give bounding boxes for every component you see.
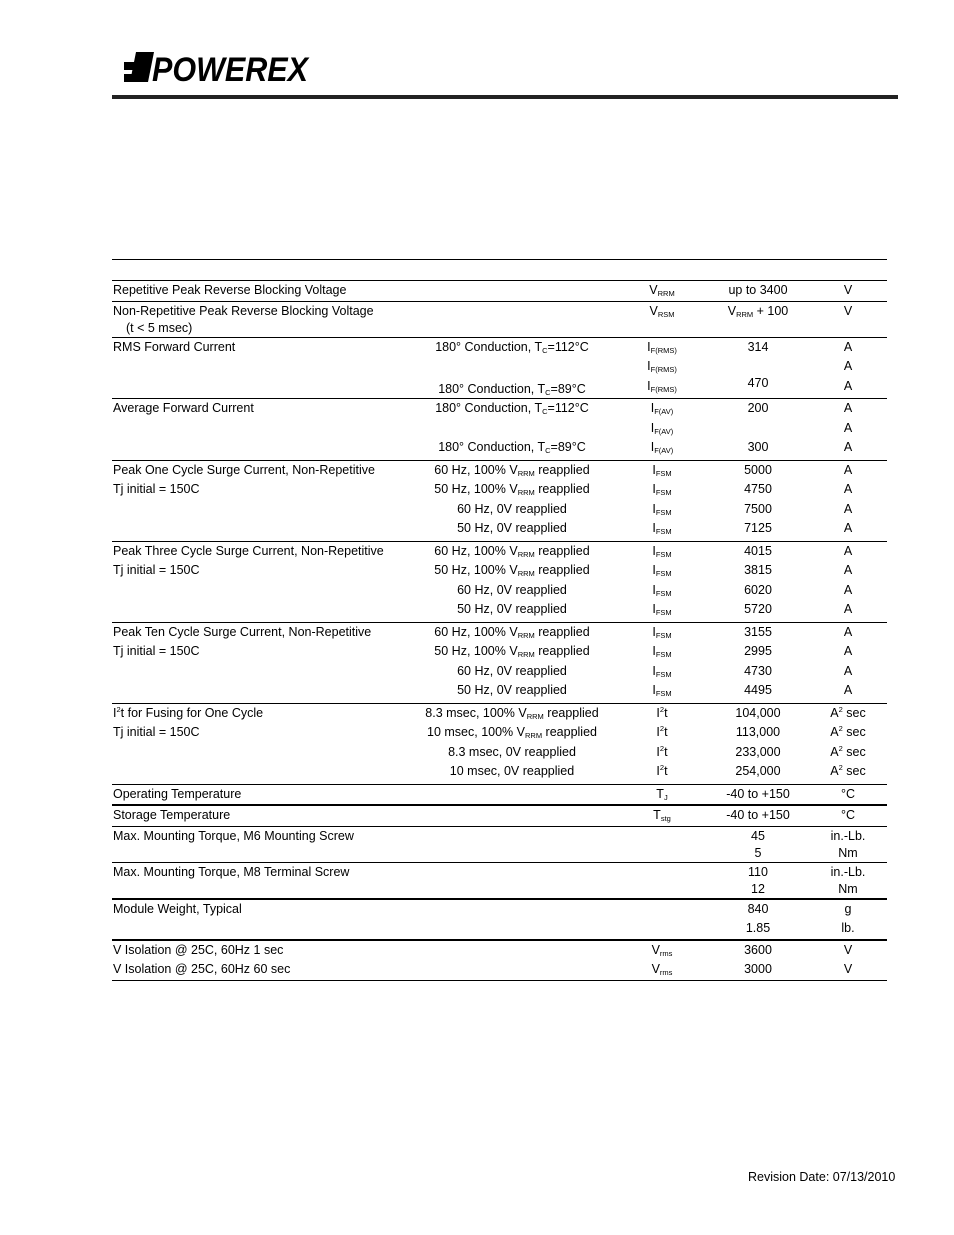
- unit: in.-Lb.: [830, 828, 866, 843]
- unit: $A^2$ sec: [830, 704, 866, 720]
- value: 200: [747, 401, 769, 415]
- unit: Nm: [838, 846, 858, 860]
- row-group-rms: [112, 338, 887, 400]
- unit: in.-Lb.: [830, 864, 866, 879]
- param-label: Average Forward Current: [113, 401, 254, 415]
- value: 4730: [744, 663, 772, 678]
- row-group-storage-temperature: [112, 806, 887, 827]
- symbol: $T_J$: [656, 786, 668, 802]
- table-row: [112, 919, 887, 939]
- condition: 50 Hz, 100% $V_{RRM}$ reapplied: [434, 482, 590, 497]
- value: 470: [747, 375, 769, 390]
- param-label: Peak Ten Cycle Surge Current, Non-Repetitive: [113, 624, 372, 639]
- value: -40 to +150: [726, 808, 790, 822]
- unit: V: [843, 303, 853, 318]
- table-row: [112, 863, 887, 883]
- value: 300: [747, 440, 769, 454]
- table-row: [112, 882, 887, 898]
- value: $V_{RRM} + 100$: [727, 303, 789, 319]
- unit: A: [843, 683, 853, 697]
- condition: 180° Conduction, $T_C=112^\circ C$: [435, 401, 589, 416]
- unit: °C: [840, 808, 856, 822]
- condition: 50 Hz, 0V reapplied: [457, 683, 567, 697]
- param-label: Peak Three Cycle Surge Current, Non-Repetitive: [113, 543, 384, 558]
- table-row: [112, 399, 887, 419]
- value: 1.85: [745, 921, 771, 935]
- param-label: $I^2t$ for Fusing for One Cycle: [113, 704, 264, 720]
- unit: A: [843, 339, 853, 354]
- symbol: $I_{FSM}$: [652, 543, 672, 559]
- condition: 8.3 msec, 0V reapplied: [448, 744, 576, 759]
- row-group-average: [112, 399, 887, 461]
- table-row: [112, 302, 887, 322]
- value: 233,000: [735, 744, 781, 759]
- value: 110: [748, 864, 768, 879]
- condition: 50 Hz, 0V reapplied: [457, 602, 567, 616]
- value: 4750: [744, 482, 772, 496]
- symbol: $I^2t$: [656, 704, 668, 720]
- symbol: $I^2t$: [656, 763, 668, 778]
- param-label: Storage Temperature: [113, 808, 231, 822]
- condition: 60 Hz, 0V reapplied: [457, 582, 567, 597]
- table-row: [112, 762, 887, 782]
- symbol: $I_{FSM}$: [652, 462, 672, 478]
- table-row: [112, 806, 887, 826]
- table-row: [112, 338, 887, 358]
- param-note: (t < 5 msec): [126, 321, 193, 335]
- value: 840: [747, 901, 769, 916]
- unit: V: [843, 962, 853, 976]
- value: up to 3400: [728, 283, 788, 297]
- symbol: $I^2t$: [656, 724, 668, 739]
- powerex-logo: [124, 50, 310, 84]
- value: 254,000: [735, 764, 781, 778]
- symbol: $I_{F(AV)}$: [650, 440, 674, 455]
- row-group-vrrm: [112, 280, 887, 302]
- unit: Nm: [838, 882, 858, 896]
- condition: 60 Hz, 0V reapplied: [457, 663, 567, 678]
- param-label: Non-Repetitive Peak Reverse Blocking Voltage: [113, 303, 374, 318]
- table-row: [112, 623, 887, 643]
- condition: 180° Conduction, $T_C=112^\circ C$: [435, 339, 589, 355]
- ratings-table: [112, 280, 887, 981]
- param-label: RMS Forward Current: [113, 339, 236, 354]
- condition: 60 Hz, 100% $V_{RRM}$ reapplied: [434, 624, 590, 640]
- table-row: [112, 827, 887, 847]
- param-label: Peak One Cycle Surge Current, Non-Repetitive: [113, 462, 375, 477]
- symbol: $I_{F(RMS)}$: [647, 359, 677, 374]
- unit: lb.: [841, 921, 855, 935]
- param-label: Max. Mounting Torque, M8 Terminal Screw: [113, 864, 350, 879]
- value: 6020: [744, 582, 772, 597]
- param-note: Tj initial = 150C: [113, 725, 200, 739]
- logo-text: POWEREX: [152, 51, 310, 84]
- unit: °C: [840, 786, 856, 801]
- param-note: Tj initial = 150C: [113, 644, 200, 658]
- symbol: $I_{FSM}$: [652, 602, 672, 617]
- row-group-surge-three-cycle: [112, 542, 887, 623]
- param-label: Operating Temperature: [113, 786, 242, 801]
- unit: A: [843, 482, 853, 496]
- value: 3155: [744, 624, 772, 639]
- condition: 10 msec, 100% $V_{RRM}$ reapplied: [427, 725, 597, 740]
- condition: 180° Conduction, $T_C=89^\circ C$: [438, 381, 586, 397]
- table-row: [112, 461, 887, 481]
- table-row: [112, 704, 887, 724]
- unit: A: [843, 521, 853, 535]
- table-row: [112, 561, 887, 581]
- symbol: $I_{F(RMS)}$: [647, 378, 677, 394]
- table-row: [112, 581, 887, 601]
- param-label: Repetitive Peak Reverse Blocking Voltage: [113, 283, 347, 297]
- table-row: [112, 743, 887, 763]
- condition: 10 msec, 0V reapplied: [449, 764, 575, 778]
- symbol: $I_{FSM}$: [652, 683, 672, 698]
- table-row: [112, 785, 887, 805]
- row-group-surge-one-cycle: [112, 461, 887, 542]
- symbol: $I_{F(RMS)}$: [647, 339, 677, 355]
- table-row: [112, 419, 887, 439]
- value: 104,000: [735, 705, 781, 720]
- value: 12: [751, 882, 765, 896]
- param-note: Tj initial = 150C: [113, 482, 200, 496]
- table-row: [112, 281, 887, 301]
- unit: A: [843, 440, 853, 454]
- unit: g: [844, 901, 852, 916]
- unit: A: [843, 420, 853, 435]
- condition: 8.3 msec, 100% $V_{RRM}$ reapplied: [425, 705, 599, 721]
- unit: A: [843, 602, 853, 616]
- symbol: $V_{RRM}$: [649, 283, 675, 298]
- table-row: [112, 438, 887, 458]
- unit: $A^2$ sec: [830, 724, 866, 739]
- unit: V: [843, 283, 853, 297]
- table-row: [112, 500, 887, 520]
- unit: A: [843, 501, 853, 516]
- table-row: [112, 542, 887, 562]
- param-label: V Isolation @ 25C, 60Hz 60 sec: [113, 962, 291, 976]
- table-row: [112, 846, 887, 862]
- table-row: [112, 941, 887, 961]
- table-row: [112, 600, 887, 620]
- condition: 180° Conduction, $T_C=89^\circ C$: [438, 440, 586, 455]
- row-group-surge-ten-cycle: [112, 623, 887, 704]
- table-row: [112, 900, 887, 920]
- value: 3815: [744, 563, 772, 577]
- condition: 50 Hz, 100% $V_{RRM}$ reapplied: [434, 644, 590, 659]
- row-group-isolation: [112, 941, 887, 981]
- symbol: $I_{FSM}$: [652, 663, 672, 679]
- symbol: $I_{FSM}$: [652, 501, 672, 517]
- table-row: [112, 723, 887, 743]
- value: 2995: [744, 644, 772, 658]
- row-group-weight: [112, 900, 887, 941]
- symbol: $I_{F(AV)}$: [650, 401, 674, 416]
- symbol: $I_{FSM}$: [652, 482, 672, 497]
- unit: A: [843, 563, 853, 577]
- unit: A: [843, 359, 853, 373]
- unit: $A^2$ sec: [830, 763, 866, 778]
- value: 5: [754, 846, 762, 860]
- table-row: [112, 377, 887, 397]
- row-group-vrsm: [112, 302, 887, 338]
- value: 45: [751, 828, 765, 843]
- param-label: Max. Mounting Torque, M6 Mounting Screw: [113, 828, 354, 843]
- table-row: [112, 480, 887, 500]
- table-row: [112, 960, 887, 980]
- condition: 50 Hz, 0V reapplied: [457, 521, 567, 535]
- table-top-rule: [112, 259, 887, 260]
- row-group-i2t: [112, 704, 887, 785]
- row-group-operating-temperature: [112, 785, 887, 807]
- table-row: [112, 642, 887, 662]
- value: -40 to +150: [726, 786, 790, 801]
- unit: A: [843, 582, 853, 597]
- unit: V: [843, 942, 853, 957]
- unit: A: [843, 378, 853, 393]
- symbol: $I^2t$: [656, 743, 668, 759]
- symbol: $V_{rms}$: [651, 962, 673, 977]
- table-row: [112, 519, 887, 539]
- value: 5000: [744, 462, 772, 477]
- condition: 60 Hz, 100% $V_{RRM}$ reapplied: [434, 543, 590, 559]
- value: 4015: [744, 543, 772, 558]
- symbol: $I_{F(AV)}$: [650, 420, 674, 436]
- symbol: $I_{FSM}$: [652, 624, 672, 640]
- unit: A: [843, 663, 853, 678]
- table-row: [112, 662, 887, 682]
- param-note: Tj initial = 150C: [113, 563, 200, 577]
- value: 314: [747, 339, 769, 354]
- symbol: $I_{FSM}$: [652, 521, 672, 536]
- unit: A: [843, 624, 853, 639]
- value: 3000: [744, 962, 772, 976]
- table-row: [112, 321, 887, 337]
- value: 3600: [744, 942, 772, 957]
- revision-date: Revision Date: 07/13/2010: [748, 1170, 896, 1184]
- param-label: Module Weight, Typical: [113, 901, 242, 916]
- param-label: V Isolation @ 25C, 60Hz 1 sec: [113, 942, 284, 957]
- symbol: $V_{RSM}$: [649, 303, 675, 319]
- symbol: $V_{rms}$: [651, 942, 673, 958]
- symbol: $I_{FSM}$: [652, 582, 672, 598]
- unit: A: [843, 401, 853, 415]
- row-group-torque-m6: [112, 827, 887, 863]
- symbol: $T_{stg}$: [653, 808, 671, 823]
- row-group-torque-m8: [112, 863, 887, 900]
- value: 7500: [744, 501, 772, 516]
- unit: A: [843, 543, 853, 558]
- symbol: $I_{FSM}$: [652, 563, 672, 578]
- condition: 60 Hz, 0V reapplied: [457, 501, 567, 516]
- condition: 50 Hz, 100% $V_{RRM}$ reapplied: [434, 563, 590, 578]
- table-row: [112, 681, 887, 701]
- unit: $A^2$ sec: [830, 743, 866, 759]
- value: 5720: [744, 602, 772, 616]
- value: 7125: [744, 521, 772, 535]
- condition: 60 Hz, 100% $V_{RRM}$ reapplied: [434, 462, 590, 478]
- header-rule: [112, 95, 898, 99]
- symbol: $I_{FSM}$: [652, 644, 672, 659]
- value: 113,000: [735, 725, 781, 739]
- value: 4495: [744, 683, 772, 697]
- unit: A: [843, 462, 853, 477]
- unit: A: [843, 644, 853, 658]
